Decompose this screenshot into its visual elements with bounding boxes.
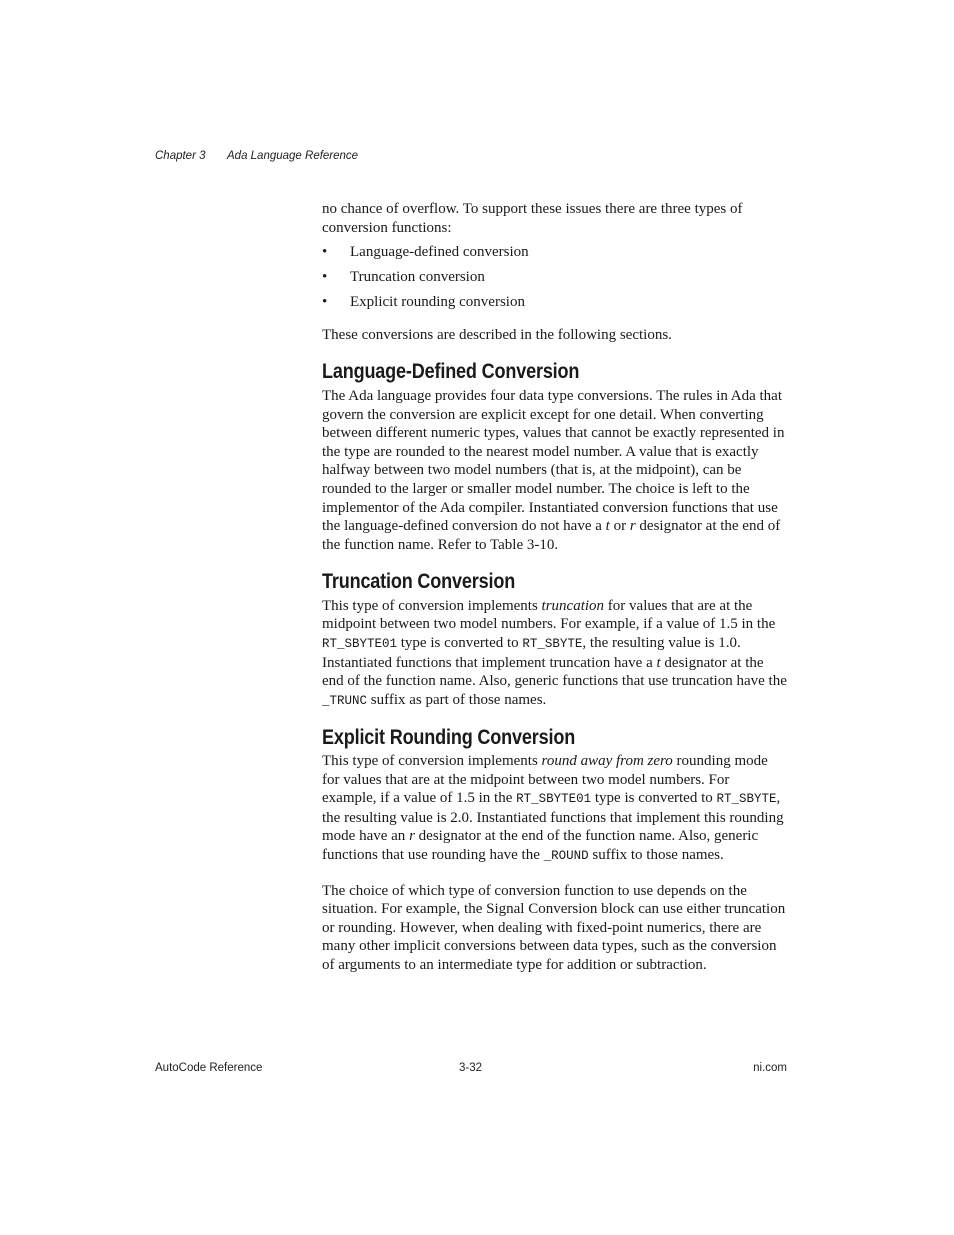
list-item: • Explicit rounding conversion — [322, 294, 525, 311]
running-header — [155, 150, 358, 162]
page-number: 3-32 — [459, 1062, 483, 1074]
language-defined-heading: Language-Defined Conversion — [322, 360, 580, 384]
truncation-paragraph: This type of conversion implements truncation for values that are at the midpoint between two model numbers. For example, if a value of 1.5 in the RT_SBYTE01 type is converted to RT_SBYTE, the resulting value is 1.0. Instantiated functions that implement truncation have a t designator at the end of the function name. Also, generic functions that use truncation have the _TRUNC suffix as part of those names. — [322, 597, 787, 708]
conversion-type-list — [322, 243, 787, 312]
chapter-label: Chapter 3 — [155, 150, 206, 162]
page-body — [322, 200, 787, 975]
bullet-icon: • — [322, 294, 328, 311]
website-link[interactable]: ni.com — [753, 1062, 787, 1074]
suffix-code: _ROUND — [543, 849, 589, 863]
truncation-heading: Truncation Conversion — [322, 570, 516, 594]
intro-paragraph: no chance of overflow. To support these issues there are three types of conversion functions: — [322, 201, 743, 236]
rounding-paragraph: This type of conversion implements round away from zero rounding mode for values that are at the midpoint between two model numbers. For example, if a value of 1.5 in the RT_SBYTE01 type is converted to RT_SBYTE, the resulting value is 2.0. Instantiated functions that implement this rounding mode have an r designator at the end of the function name. Also, generic functions that use rounding have the _ROUND suffix to those names. — [322, 753, 784, 863]
bullet-icon: • — [322, 269, 328, 286]
language-defined-paragraph: The Ada language provides four data type conversions. The rules in Ada that govern the conversion are explicit except for one detail. When converting between different numeric types, values that cannot be exactly represented in the type are rounded to the nearest model number. A value that is exactly halfway between two model numbers (that is, at the midpoint), can be rounded to the larger or smaller model number. The choice is left to the implementor of the Ada compiler. Instantiated conversion functions that use the language-defined conversion do not have a t or r designator at the end of the function name. Refer to Table 3-10. — [322, 387, 785, 553]
document-title: AutoCode Reference — [155, 1062, 263, 1074]
rounding-heading: Explicit Rounding Conversion — [322, 726, 576, 750]
type-name-code: RT_SBYTE — [716, 792, 777, 807]
type-name-code: RT_SBYTE — [522, 637, 583, 652]
intro-closing-paragraph: These conversions are described in the following sections. — [322, 326, 672, 343]
closing-paragraph: The choice of which type of conversion function to use depends on the situation. For example, the Signal Conversion block can use either truncation or rounding. However, when dealing with fixed-point numerics, there are many other implicit conversions between data types, such as the conversion of arguments to an intermediate type for addition or subtraction. — [322, 882, 786, 973]
type-name-code: RT_SBYTE01 — [516, 792, 592, 807]
bullet-icon: • — [322, 244, 328, 261]
type-name-code: RT_SBYTE01 — [322, 637, 398, 652]
list-item: • Truncation conversion — [322, 269, 485, 286]
section-title: Ada Language Reference — [227, 150, 359, 162]
list-item: • Language-defined conversion — [322, 244, 529, 261]
running-footer — [155, 1062, 787, 1074]
suffix-code: _TRUNC — [322, 693, 368, 708]
